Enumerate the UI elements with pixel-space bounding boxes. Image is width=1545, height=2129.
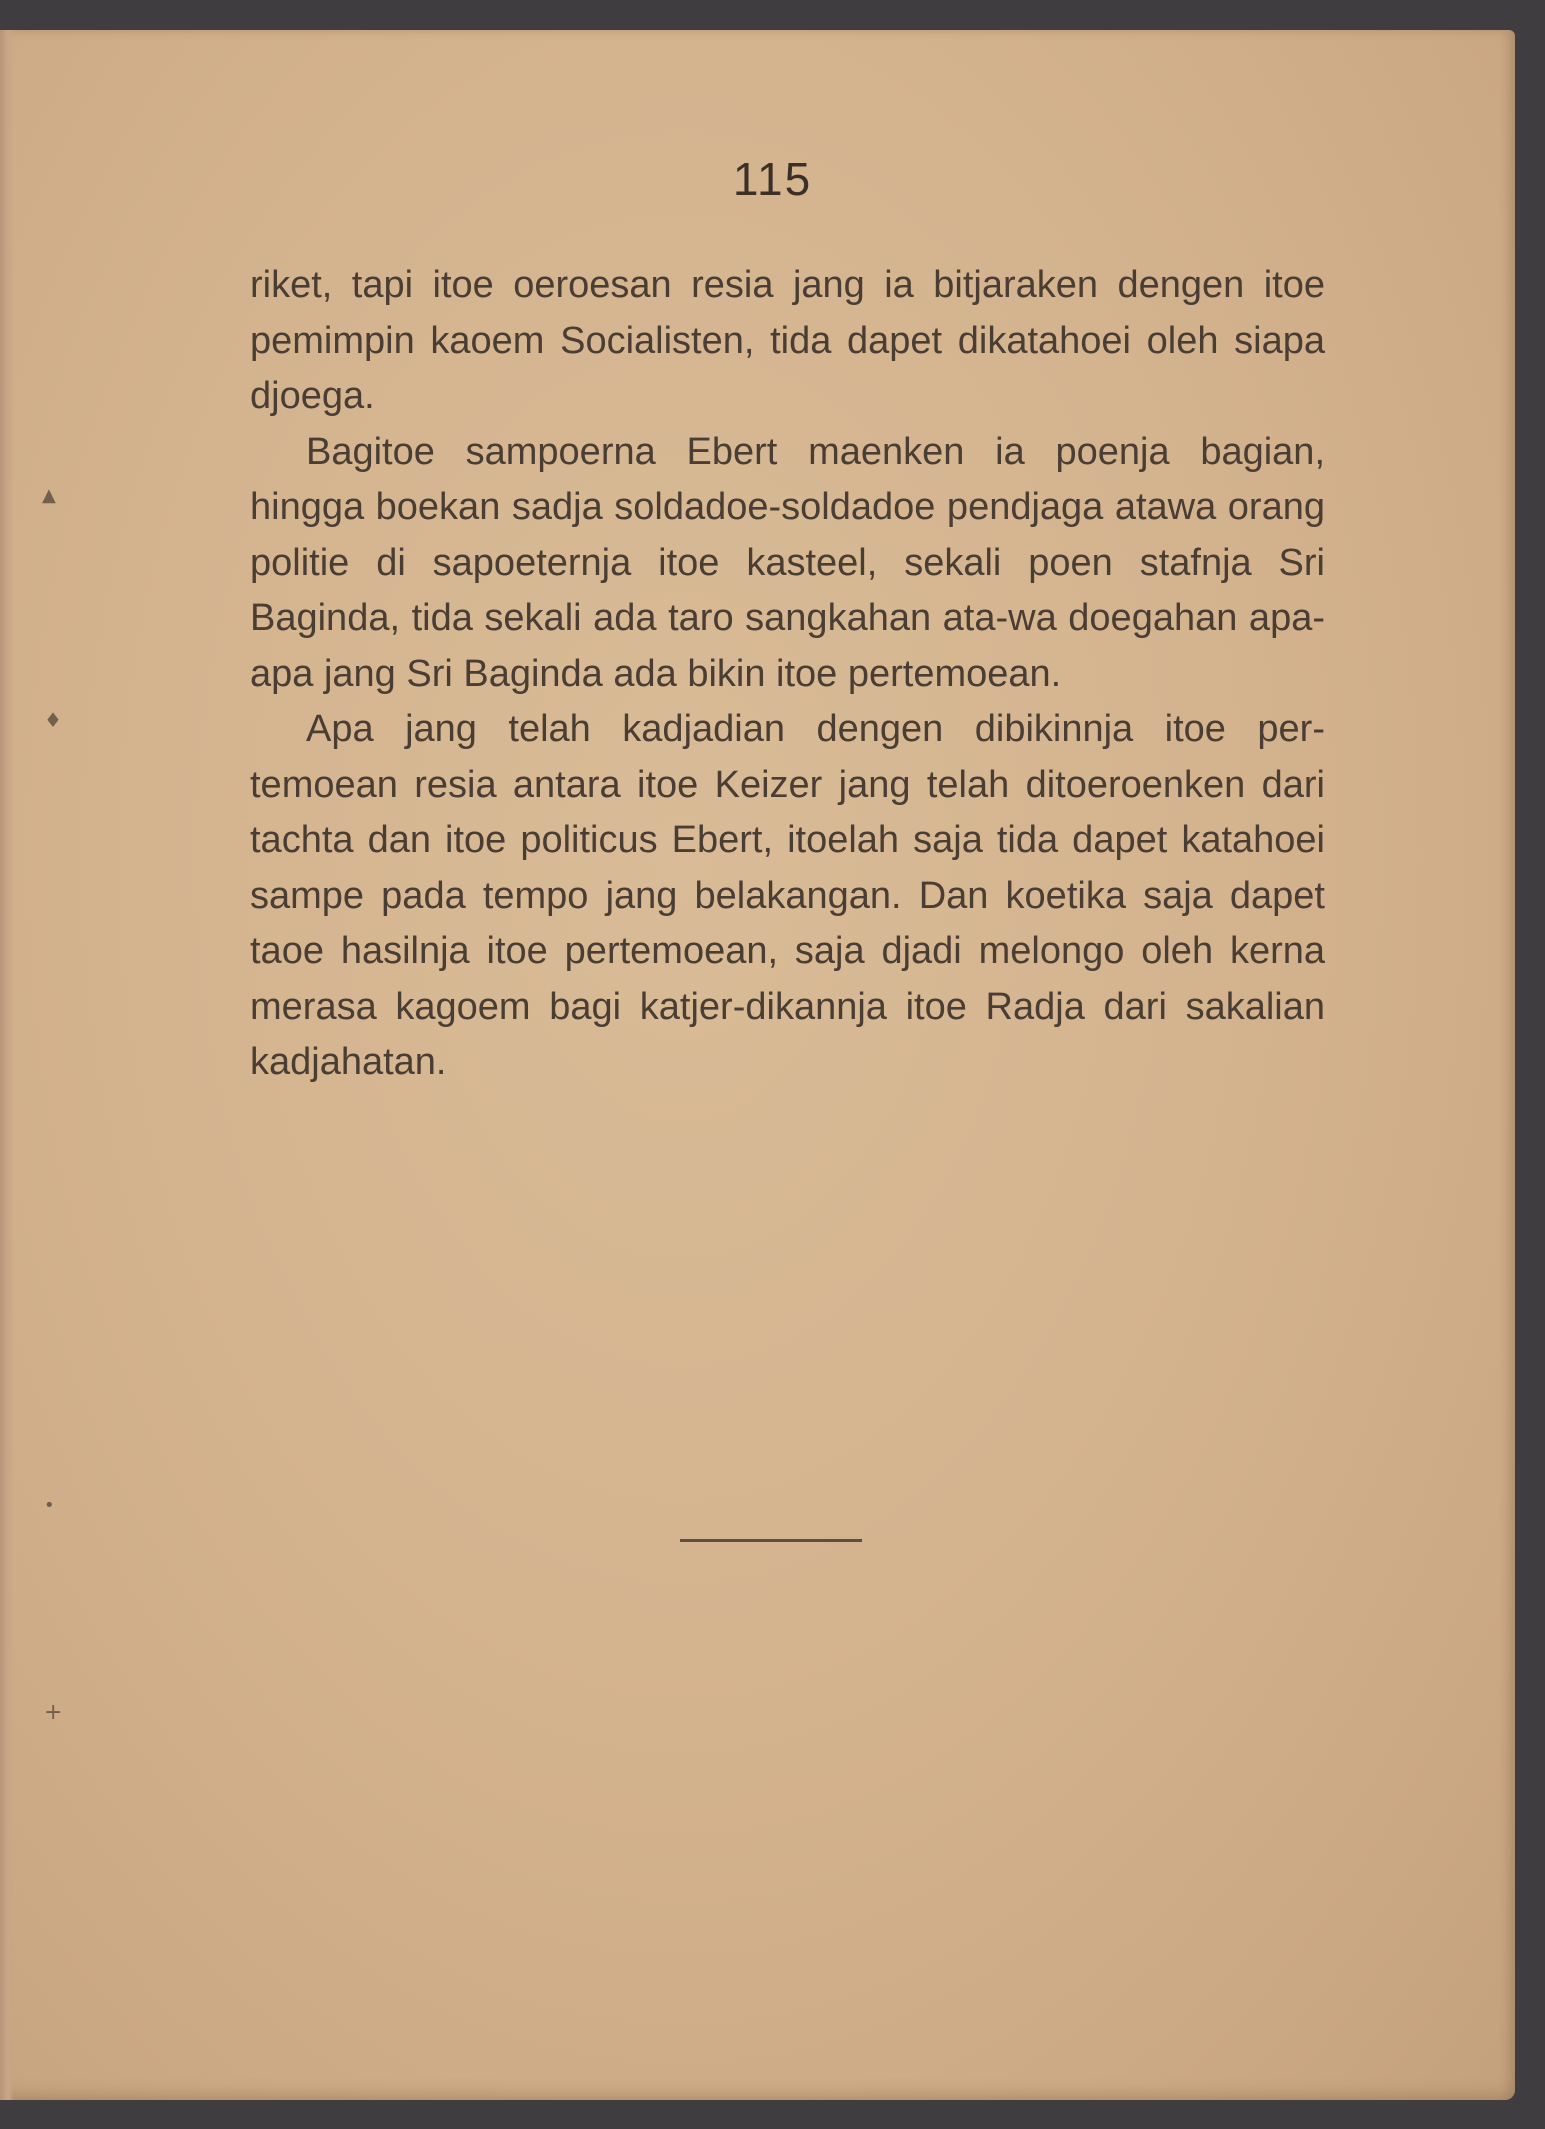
- margin-mark-c: •: [44, 1495, 55, 1516]
- margin-mark-b: ♦: [44, 708, 62, 732]
- page-binding-edge: [0, 30, 14, 2100]
- page-number: 115: [732, 153, 813, 205]
- margin-mark-d: +: [44, 1700, 63, 1725]
- margin-mark-a: ▲: [42, 485, 56, 506]
- paragraph: Apa jang telah kadjadian dengen dibikinnja itoe per-temoean resia antara itoe Keizer jang telah ditoeroenken dari tachta dan itoe politicus Ebert, itoelah saja tida dapet katahoei sampe pada tempo jang belakangan. Dan koetika saja dapet taoe hasilnja itoe pertemoean, saja djadi melongo oleh kerna merasa kagoem bagi katjer-dikannja itoe Radja dari sakalian kadjahatan.: [250, 708, 1325, 1083]
- body-text: [250, 258, 1325, 1091]
- paragraph: riket, tapi itoe oeroesan resia jang ia bitjaraken dengen itoe pemimpin kaoem Socialisten, tida dapet dikatahoei oleh siapa djoega.: [250, 264, 1325, 417]
- paragraph: Bagitoe sampoerna Ebert maenken ia poenja bagian, hingga boekan sadja soldadoe-soldadoe pendjaga atawa orang politie di sapoeternja itoe kasteel, sekali poen stafnja Sri Baginda, tida sekali ada taro sangkahan ata-wa doegahan apa-apa jang Sri Baginda ada bikin itoe pertemoean.: [250, 430, 1325, 695]
- section-end-rule: [680, 1539, 862, 1542]
